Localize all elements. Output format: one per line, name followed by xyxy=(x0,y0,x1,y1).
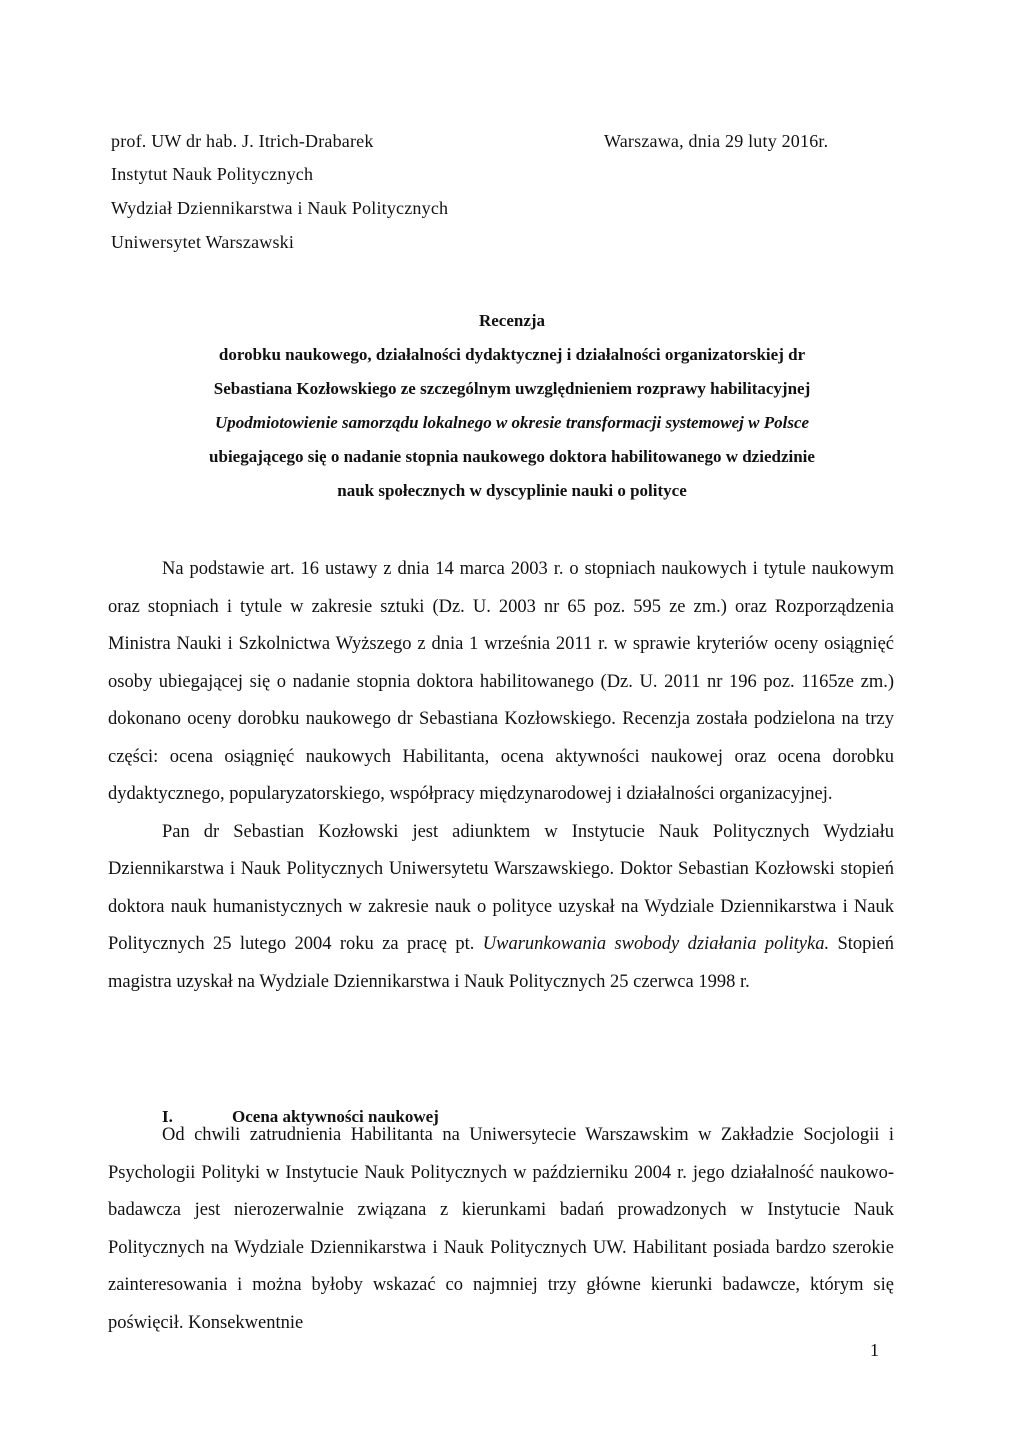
affiliation-university: Uniwersytet Warszawski xyxy=(111,232,295,252)
thesis-title: Upodmiotowienie samorządu lokalnego w okresie transformacji systemowej w Polsce xyxy=(214,413,810,432)
page-number: 1 xyxy=(870,1340,879,1360)
intro-body xyxy=(108,551,894,1001)
review-title-block xyxy=(104,304,920,508)
title-line-2: Sebastiana Kozłowskiego ze szczególnym uwzględnieniem rozprawy habilitacyjnej xyxy=(213,379,811,398)
affiliation-institute: Instytut Nauk Politycznych xyxy=(111,164,314,184)
section-title: Ocena aktywności naukowej xyxy=(232,1107,439,1126)
review-heading: Recenzja xyxy=(478,311,546,330)
research-activity-paragraph: Od chwili zatrudnienia Habilitanta na Uniwersytecie Warszawskim w Zakładzie Socjologii i Psychologii Polityki w Instytucie Nauk Politycznych w październiku 2004 r. jego działalność naukowo-badawcza jest nierozerwalnie związana z kierunkami badań prowadzonych w Instytucie Nauk Politycznych na Wydziale Dziennikarstwa i Nauk Politycznych UW. Habilitant posiada bardzo szerokie zainteresowania i można byłoby wskazać co najmniej trzy główne kierunki badawcze, którym się poświęcił. Konsekwentnie xyxy=(108,1125,894,1333)
author-name: prof. UW dr hab. J. Itrich-Drabarek xyxy=(111,131,374,151)
doctoral-thesis-title: Uwarunkowania swobody działania polityka. xyxy=(482,934,830,954)
title-line-5: nauk społecznych w dyscyplinie nauki o polityce xyxy=(337,481,687,500)
bio-text-after: Stopień magistra uzyskał na Wydziale Dziennikarstwa i Nauk Politycznych 25 czerwca 1998 r. xyxy=(108,934,894,992)
bio-text-before: Pan dr Sebastian Kozłowski jest adiunktem w Instytucie Nauk Politycznych Wydziału Dziennikarstwa i Nauk Politycznych Uniwersytetu Warszawskiego. Doktor Sebastian Kozłowski stopień doktora nauk humanistycznych w zakresie nauk o polityce uzyskał na Wydziale Dziennikarstwa i Nauk Politycznych 25 lutego 2004 roku za pracę pt. xyxy=(108,821,894,954)
title-line-1: dorobku naukowego, działalności dydaktycznej i działalności organizatorskiej dr xyxy=(218,345,806,364)
affiliation-faculty: Wydział Dziennikarstwa i Nauk Politycznych xyxy=(111,198,449,218)
section-number: I. xyxy=(162,1107,173,1126)
section-body xyxy=(108,1117,894,1342)
title-line-4: ubiegającego się o nadanie stopnia naukowego doktora habilitowanego w dziedzinie xyxy=(209,447,815,466)
candidate-bio-paragraph xyxy=(108,814,894,1002)
legal-basis-paragraph: Na podstawie art. 16 ustawy z dnia 14 marca 2003 r. o stopniach naukowych i tytule naukowym oraz stopniach i tytule w zakresie sztuki (Dz. U. 2003 nr 65 poz. 595 ze zm.) oraz Rozporządzenia Ministra Nauki i Szkolnictwa Wyższego z dnia 1 września 2011 r. w sprawie kryteriów oceny osiągnięć osoby ubiegającej się o nadanie stopnia doktora habilitowanego (Dz. U. 2011 nr 196 poz. 1165ze zm.) dokonano oceny dorobku naukowego dr Sebastiana Kozłowskiego. Recenzja została podzielona na trzy części: ocena osiągnięć naukowych Habilitanta, ocena aktywności naukowej oraz ocena dorobku dydaktycznego, popularyzatorskiego, współpracy międzynarodowej i działalności organizacyjnej. xyxy=(108,559,894,804)
place-and-date: Warszawa, dnia 29 luty 2016r. xyxy=(604,131,829,151)
